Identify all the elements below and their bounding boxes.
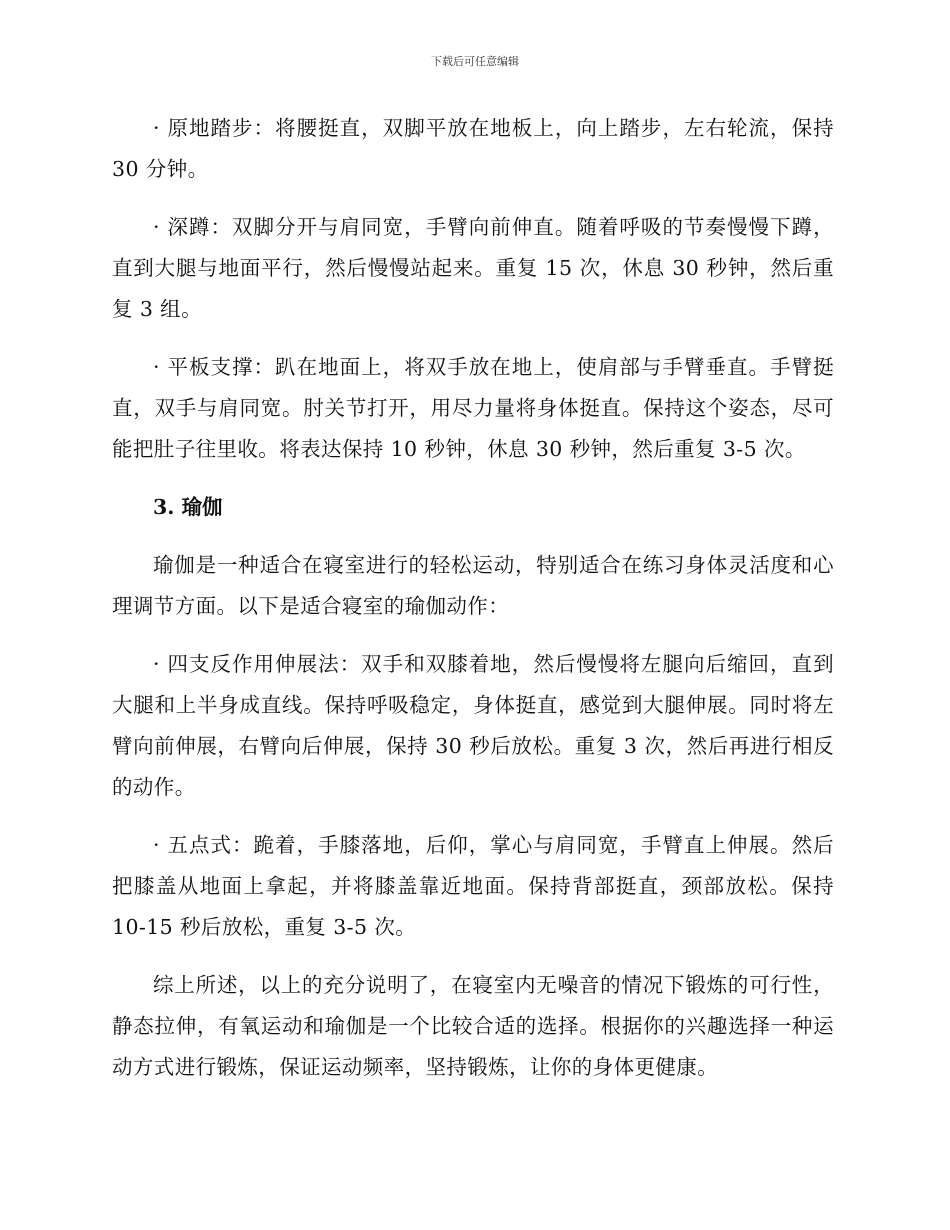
document-body xyxy=(112,108,834,1105)
paragraph-conclusion: 综上所述，以上的充分说明了，在寝室内无噪音的情况下锻炼的可行性，静态拉伸，有氧运动和瑜伽是一个比较合适的选择。根据你的兴趣选择一种运动方式进行锻炼，保证运动频率，坚持锻炼，让你的身体更健康。 xyxy=(112,973,834,1079)
paragraph-marching-in-place: · 原地踏步：将腰挺直，双脚平放在地板上，向上踏步，左右轮流，保持 30 分钟。 xyxy=(112,116,834,181)
section-heading-yoga: 3. 瑜伽 xyxy=(153,495,223,519)
paragraph-plank: · 平板支撑：趴在地面上，将双手放在地上，使肩部与手臂垂直。手臂挺直，双手与肩同宽。肘关节打开，用尽力量将身体挺直。保持这个姿态，尽可能把肚子往里收。将表达保持 10 秒钟，休息 30 秒钟，然后重复 3-5 次。 xyxy=(112,355,834,461)
paragraph-squat: · 深蹲：双脚分开与肩同宽，手臂向前伸直。随着呼吸的节奏慢慢下蹲，直到大腿与地面平行，然后慢慢站起来。重复 15 次，休息 30 秒钟，然后重复 3 组。 xyxy=(112,215,834,321)
paragraph-yoga-intro: 瑜伽是一种适合在寝室进行的轻松运动，特别适合在练习身体灵活度和心理调节方面。以下是适合寝室的瑜伽动作： xyxy=(112,553,834,618)
paragraph-five-point-pose: · 五点式：跪着，手膝落地，后仰，掌心与肩同宽，手臂直上伸展。然后把膝盖从地面上拿起，并将膝盖靠近地面。保持背部挺直，颈部放松。保持 10-15 秒后放松，重复 3-5 次。 xyxy=(112,833,834,939)
page-header-note: 下载后可任意编辑 xyxy=(431,55,519,68)
paragraph-four-limb-stretch: · 四支反作用伸展法：双手和双膝着地，然后慢慢将左腿向后缩回，直到大腿和上半身成直线。保持呼吸稳定，身体挺直，感觉到大腿伸展。同时将左臂向前伸展，右臂向后伸展，保持 30 秒后放松。重复 3 次，然后再进行相反的动作。 xyxy=(112,652,834,799)
